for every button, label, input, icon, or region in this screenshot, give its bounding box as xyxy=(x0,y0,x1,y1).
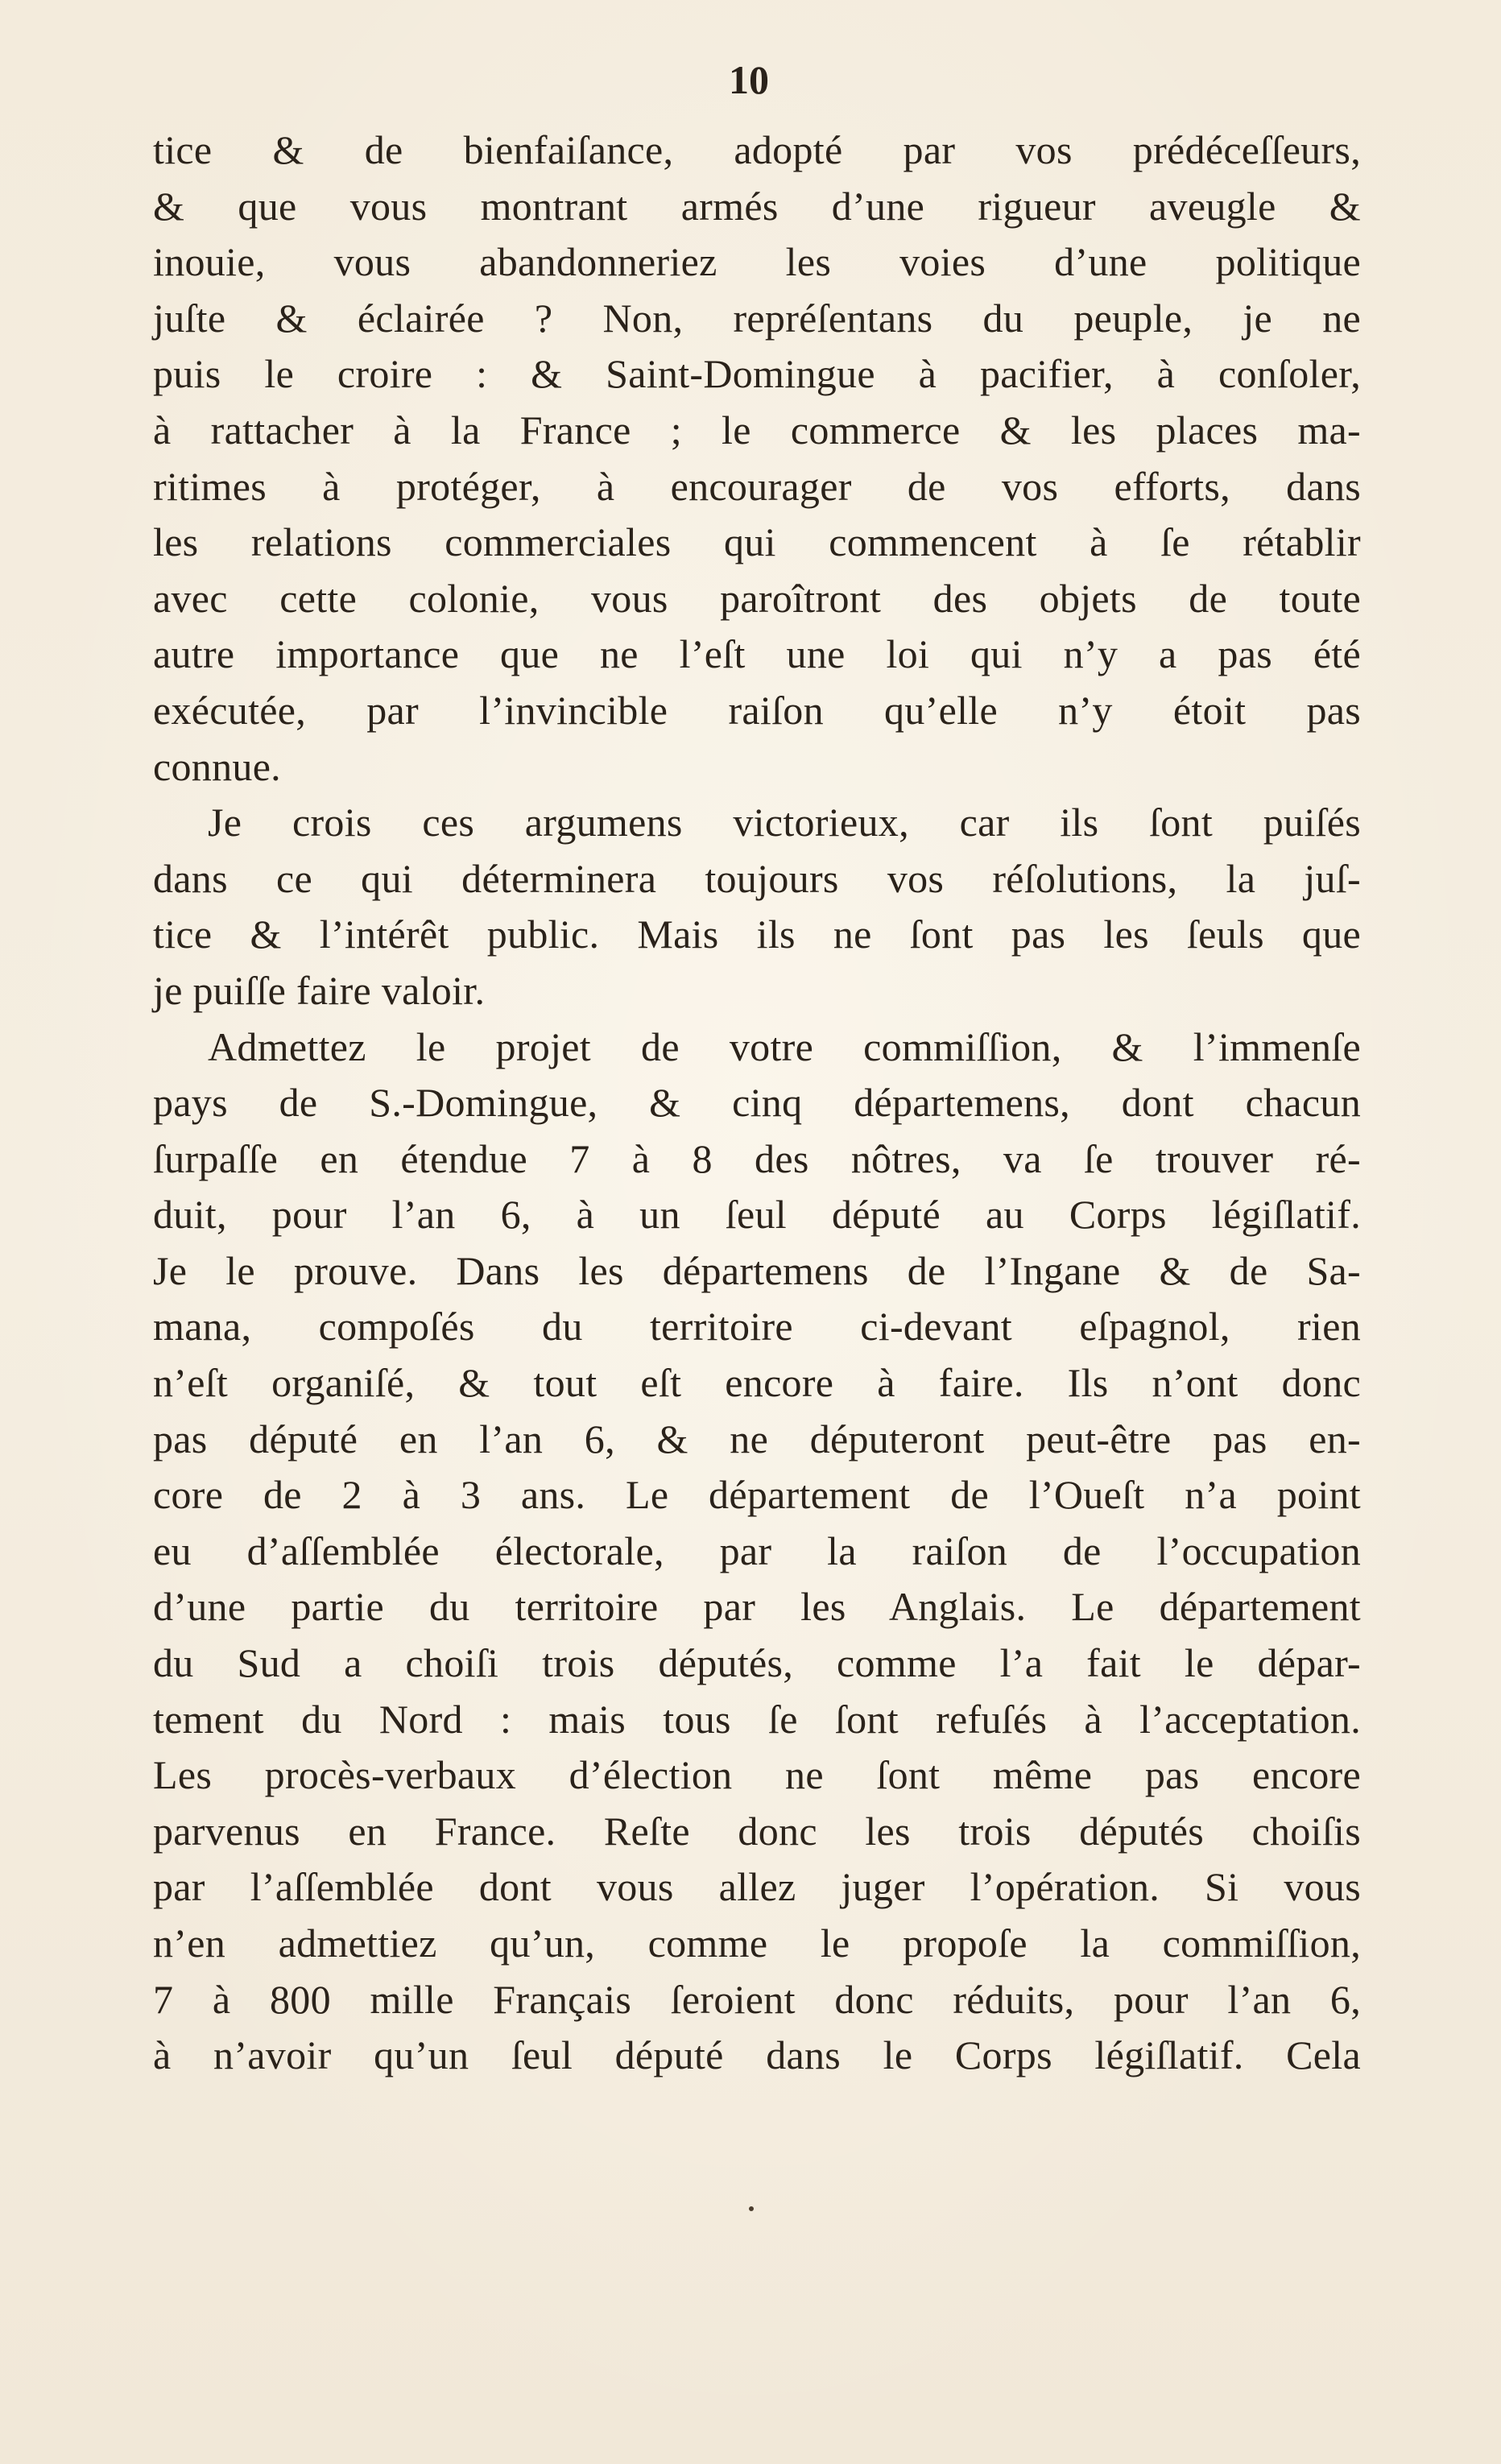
page-number: 10 xyxy=(729,57,769,102)
text-line: je puiſſe faire valoir. xyxy=(153,967,486,1013)
text-line: n’en admettiez qu’un, comme le propoſe la commiſſion, xyxy=(153,1920,1361,1966)
text-line: Admettez le projet de votre commiſſion, & l’immenſe xyxy=(208,1023,1361,1069)
text-line: autre importance que ne l’eſt une loi qui n’y a pas été xyxy=(153,631,1361,677)
text-line: dans ce qui déterminera toujours vos réſolutions, la juſ- xyxy=(153,855,1361,901)
text-line: tice & l’intérêt public. Mais ils ne ſont pas les ſeuls que xyxy=(153,912,1361,957)
text-line: tement du Nord : mais tous ſe ſont refuſés à l’acceptation. xyxy=(153,1696,1361,1742)
text-line: les relations commerciales qui commencent à ſe rétablir xyxy=(153,519,1361,565)
text-line: inouie, vous abandonneriez les voies d’une politique xyxy=(153,239,1361,285)
text-line: ritimes à protéger, à encourager de vos efforts, dans xyxy=(153,463,1361,509)
text-line: 7 à 800 mille Français ſeroient donc réduits, pour l’an 6, xyxy=(153,1976,1361,2022)
text-line: exécutée, par l’invincible raiſon qu’elle n’y étoit pas xyxy=(153,687,1361,733)
text-line: duit, pour l’an 6, à un ſeul député au Corps légiſlatif. xyxy=(153,1192,1361,1238)
text-line: Les procès-verbaux d’élection ne ſont même pas encore xyxy=(153,1752,1361,1798)
ink-speck xyxy=(749,2206,754,2211)
body-text xyxy=(153,122,1361,2084)
text-line: & que vous montrant armés d’une rigueur aveugle & xyxy=(153,183,1361,229)
text-line: mana, compoſés du territoire ci-devant eſpagnol, rien xyxy=(153,1304,1361,1350)
paragraph xyxy=(153,122,1361,795)
text-line: à n’avoir qu’un ſeul député dans le Corps légiſlatif. Cela xyxy=(153,2032,1361,2078)
text-line: d’une partie du territoire par les Anglais. Le département xyxy=(153,1584,1361,1630)
text-line: pays de S.-Domingue, & cinq départemens, dont chacun xyxy=(153,1080,1361,1126)
text-line: n’eſt organiſé, & tout eſt encore à faire. Ils n’ont donc xyxy=(153,1360,1361,1406)
text-line: pas député en l’an 6, & ne députeront peut-être pas en- xyxy=(153,1416,1361,1461)
text-line: Je crois ces argumens victorieux, car ils ſont puiſés xyxy=(208,800,1361,845)
text-line: parvenus en France. Reſte donc les trois députés choiſis xyxy=(153,1808,1361,1854)
text-line: puis le croire : & Saint-Domingue à pacifier, à conſoler, xyxy=(153,351,1361,397)
text-line: par l’aſſemblée dont vous allez juger l’opération. Si vous xyxy=(153,1864,1361,1910)
text-line: à rattacher à la France ; le commerce & les places ma- xyxy=(153,407,1361,453)
text-line: connue. xyxy=(153,743,281,789)
text-line: eu d’aſſemblée électorale, par la raiſon de l’occupation xyxy=(153,1528,1361,1573)
text-line: Je le prouve. Dans les départemens de l’Ingane & de Sa- xyxy=(153,1247,1361,1293)
paragraph xyxy=(153,795,1361,1019)
text-line: core de 2 à 3 ans. Le département de l’Oueſt n’a point xyxy=(153,1472,1361,1518)
text-line: juſte & éclairée ? Non, repréſentans du peuple, je ne xyxy=(153,295,1361,341)
text-line: tice & de bienfaiſance, adopté par vos prédéceſſeurs, xyxy=(153,127,1361,172)
paragraph xyxy=(153,1019,1361,2084)
text-line: avec cette colonie, vous paroîtront des objets de toute xyxy=(153,575,1361,621)
text-line: du Sud a choiſi trois députés, comme l’a fait le dépar- xyxy=(153,1640,1361,1686)
text-line: ſurpaſſe en étendue 7 à 8 des nôtres, va ſe trouver ré- xyxy=(153,1135,1361,1181)
